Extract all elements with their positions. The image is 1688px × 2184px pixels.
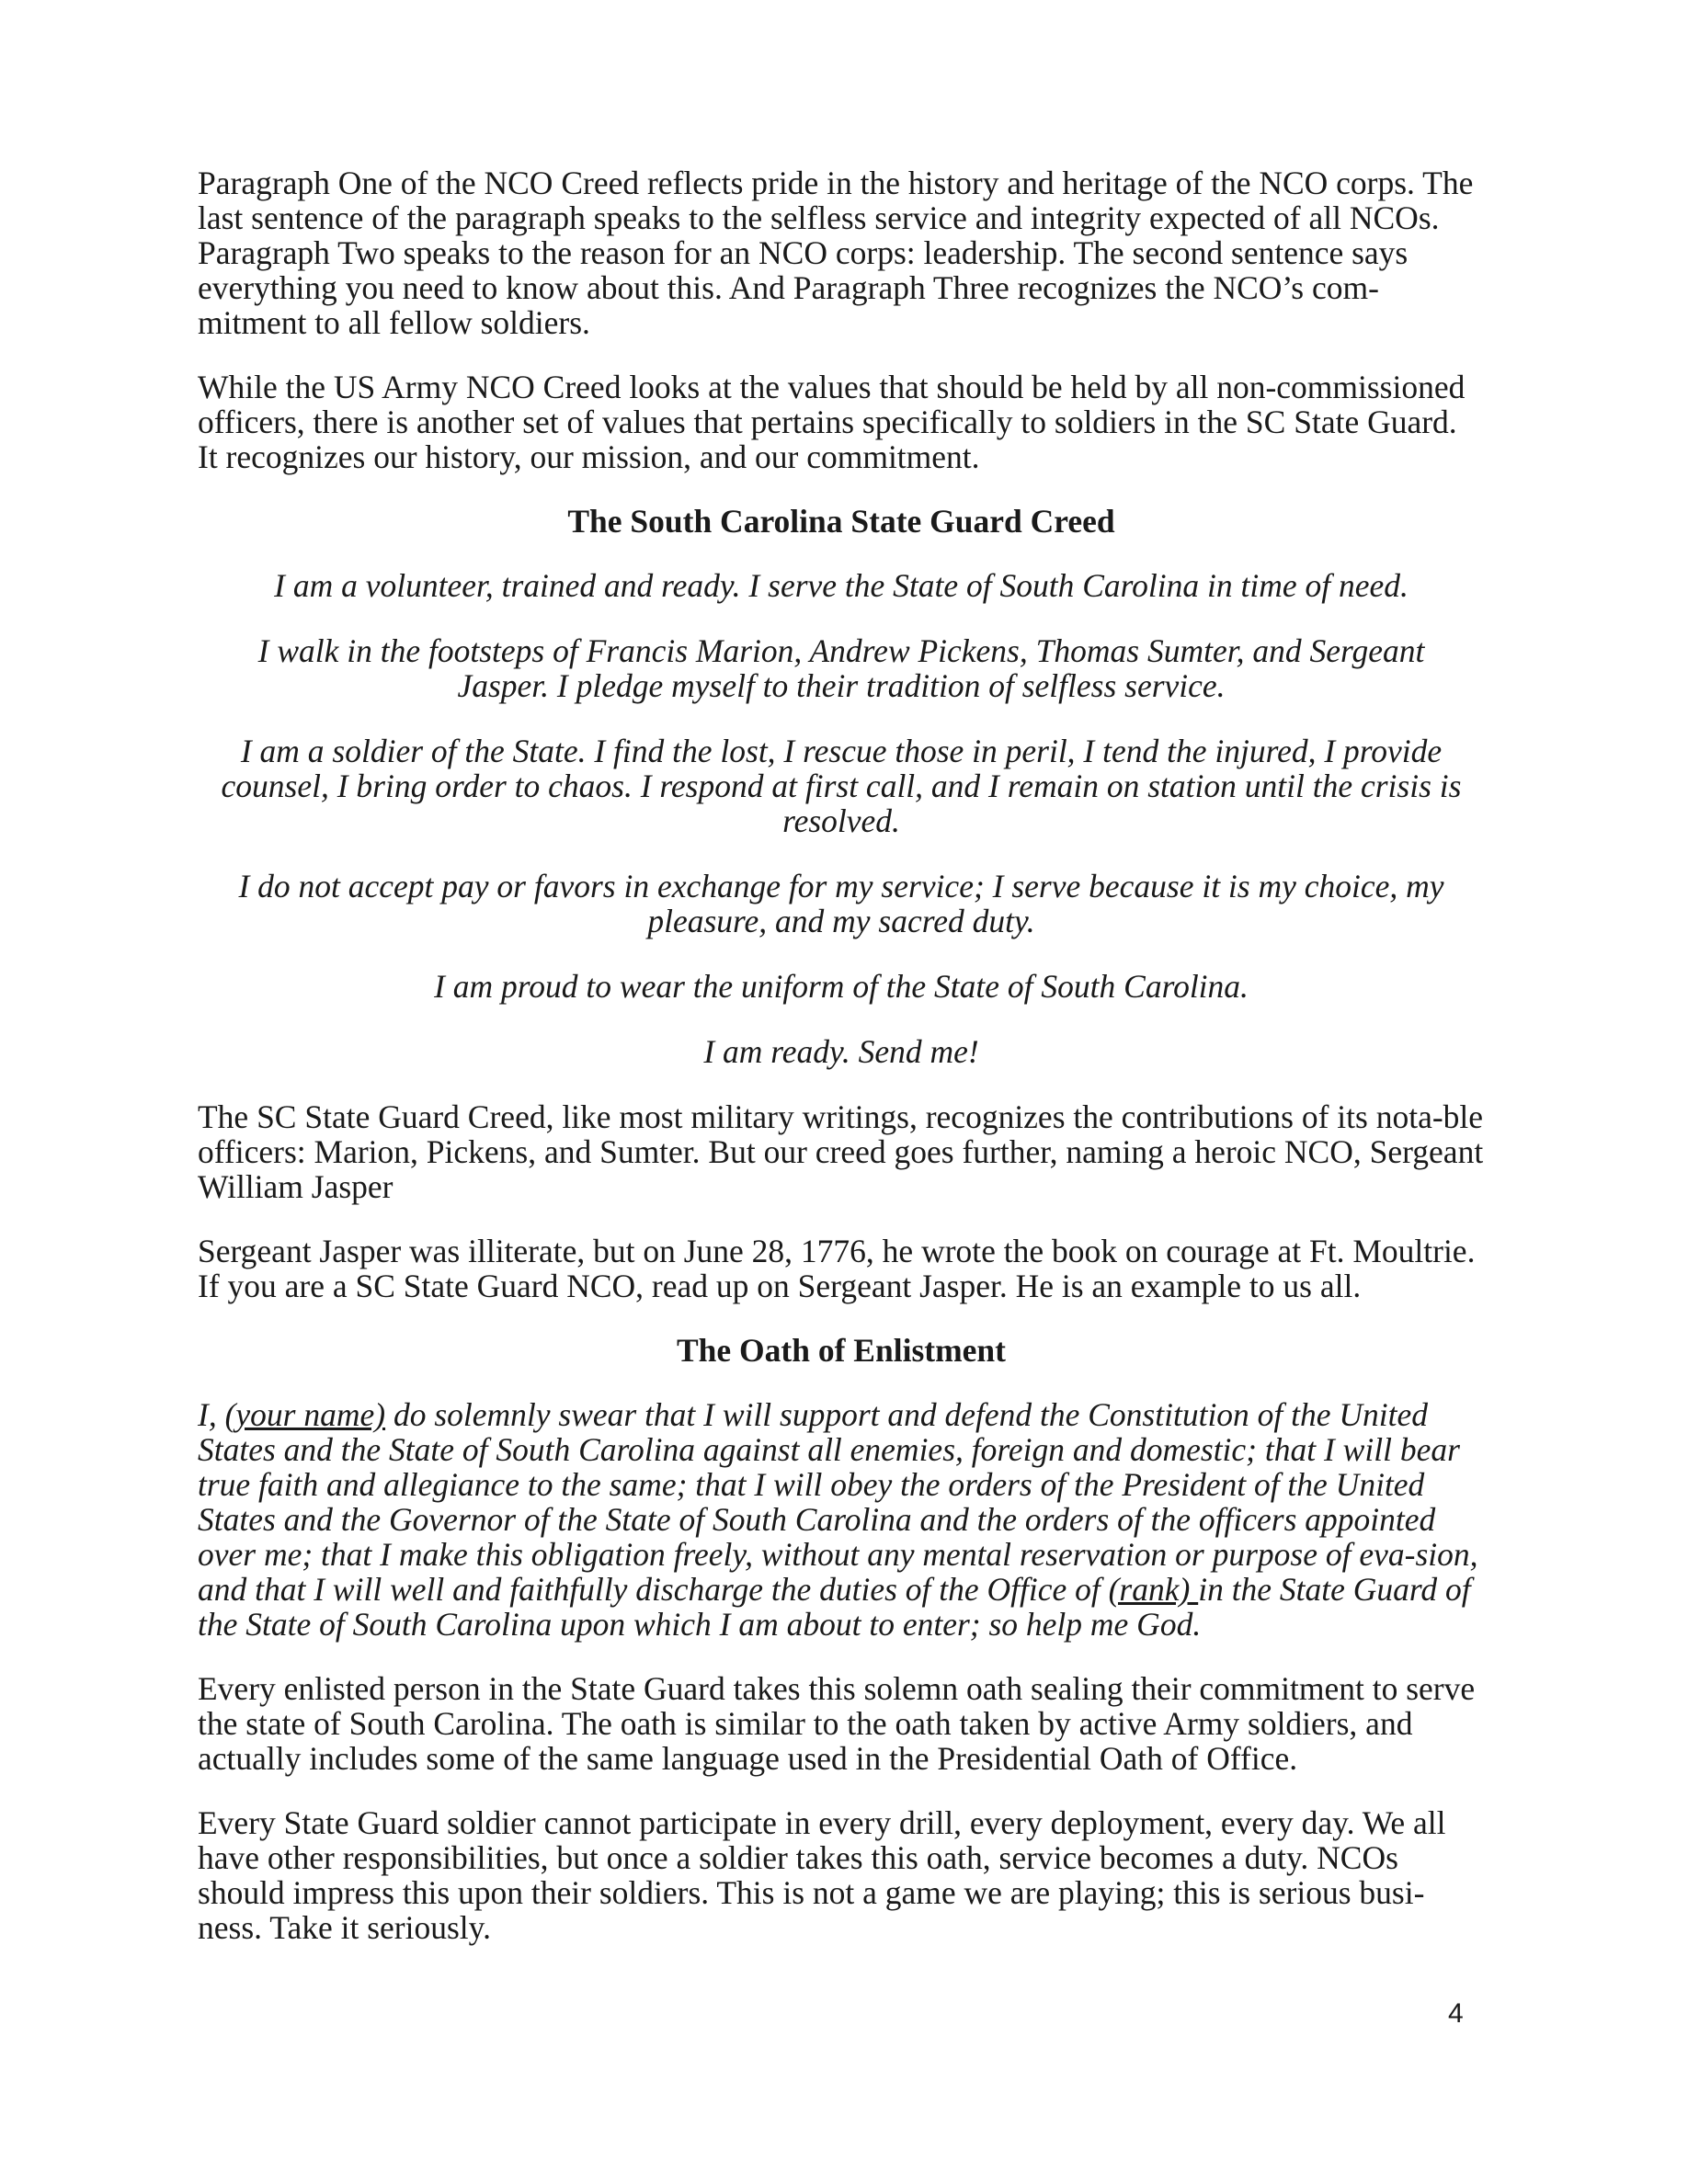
- creed-line-3: I am a soldier of the State. I find the lost, I rescue those in peril, I tend the injured, I provide counsel, I bring order to chaos. I respond at first call, and I remain on station until the crisis is resolved.: [221, 733, 1462, 839]
- creed-line-5: I am proud to wear the uniform of the State of South Carolina.: [434, 968, 1249, 1005]
- body-paragraph-6: Every State Guard soldier cannot participate in every drill, every deployment, every day. We all have other responsibilities, but once a soldier takes this oath, service becomes a duty. NCOs should impress this upon their soldiers. This is not a game we are playing; this is serious busi-ness. Take it seriously.: [198, 1804, 1446, 1946]
- body-paragraph-3: The SC State Guard Creed, like most military writings, recognizes the contributions of its nota-ble officers: Marion, Pickens, and Sumter. But our creed goes further, naming a heroic NCO, Sergeant William Jasper: [198, 1098, 1484, 1205]
- creed-line-6: I am ready. Send me!: [703, 1033, 979, 1070]
- oath-blank-name: (your name): [224, 1396, 386, 1433]
- creed-heading: The South Carolina State Guard Creed: [567, 503, 1115, 540]
- oath-text-part-3: in the State Guard of the State of South Carolina upon which I am about to enter; so help me God.: [198, 1571, 1471, 1643]
- creed-line-4: I do not accept pay or favors in exchange for my service; I serve because it is my choice, my pleasure, and my sacred duty.: [238, 868, 1444, 939]
- oath-text-part-2: do solemnly swear that I will support and defend the Constitution of the United States and the State of South Carolina against all enemies, foreign and domestic; that I will bear true faith and allegiance to the same; that I will obey the orders of the President of the United States and the Governor of the State of South Carolina and the orders of the officers appointed over me; that I make this obligation freely, without any mental reservation or purpose of eva-sion, and that I will well and faithfully discharge the duties of the Office of: [198, 1396, 1478, 1608]
- body-paragraph-5: Every enlisted person in the State Guard takes this solemn oath sealing their commitment to serve the state of South Carolina. The oath is similar to the oath taken by active Army soldiers, and actually includes some of the same language used in the Presidential Oath of Office.: [198, 1670, 1476, 1777]
- oath-text: [198, 1397, 1485, 1642]
- intro-paragraph-2: While the US Army NCO Creed looks at the values that should be held by all non-commissioned officers, there is another set of values that pertains specifically to soldiers in the SC State Guard. It recognizes our history, our mission, and our commitment.: [198, 369, 1466, 475]
- oath-text-part-1: I,: [198, 1396, 225, 1433]
- creed-block: [198, 568, 1485, 1069]
- oath-heading: The Oath of Enlistment: [677, 1332, 1006, 1369]
- intro-paragraph-1: Paragraph One of the NCO Creed reflects pride in the history and heritage of the NCO corps. The last sentence of the paragraph speaks to the selfless service and integrity expected of all NCOs. Paragraph Two speaks to the reason for an NCO corps: leadership. The second sentence says everything you need to know about this. And Paragraph Three recognizes the NCO’s com-mitment to all fellow soldiers.: [198, 165, 1474, 341]
- creed-line-2: I walk in the footsteps of Francis Marion, Andrew Pickens, Thomas Sumter, and Sergeant Jasper. I pledge myself to their tradition of selfless service.: [257, 632, 1425, 704]
- oath-blank-rank: (rank): [1108, 1571, 1199, 1608]
- page-number: 4: [1448, 1998, 1464, 2029]
- document-page: [198, 165, 1485, 1974]
- body-paragraph-4: Sergeant Jasper was illiterate, but on June 28, 1776, he wrote the book on courage at Ft. Moultrie. If you are a SC State Guard NCO, read up on Sergeant Jasper. He is an example to us all.: [198, 1233, 1476, 1304]
- creed-line-1: I am a volunteer, trained and ready. I serve the State of South Carolina in time of need.: [274, 567, 1409, 604]
